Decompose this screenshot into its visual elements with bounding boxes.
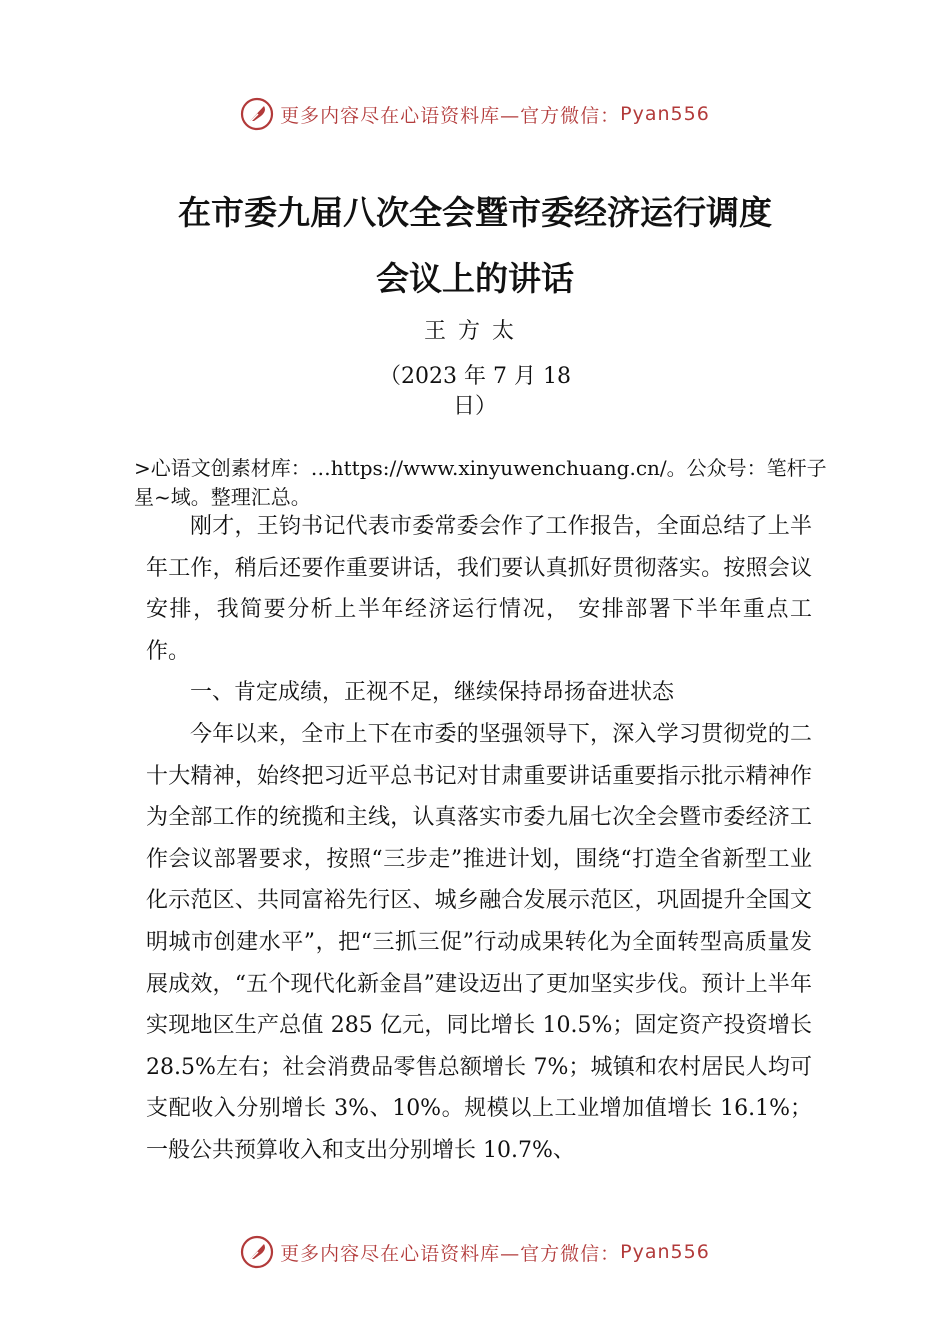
date-line2: 日） [452, 394, 497, 419]
date-line1: （2023 年 7 月 18 [379, 364, 571, 389]
paragraph-intro: 刚才，王钧书记代表市委常委会作了工作报告，全面总结了上半年工作，稍后还要作重要讲话，我们要认真抓好贯彻落实。按照会议安排，我简要分析上半年经济运行情况， 安排部署下半年重点工作。 [146, 514, 812, 664]
document-title-line1: 在市委九届八次全会暨市委经济运行调度 [178, 193, 772, 232]
watermark-banner-bottom [0, 1232, 950, 1272]
watermark-text: 更多内容尽在心语资料库—官方微信： [280, 1242, 621, 1265]
feather-pen-logo-icon [240, 1235, 274, 1269]
watermark-text: 更多内容尽在心语资料库—官方微信： [280, 104, 621, 127]
speech-date [0, 362, 950, 422]
feather-pen-logo-icon [240, 97, 274, 131]
section-heading-1: 一、肯定成绩，正视不足，继续保持昂扬奋进状态 [190, 680, 675, 706]
document-title-line2: 会议上的讲话 [376, 259, 574, 298]
paragraph-achievements: 今年以来，全市上下在市委的坚强领导下，深入学习贯彻党的二十大精神，始终把习近平总书记对甘肃重要讲话重要指示批示精神作为全部工作的统揽和主线，认真落实市委九届七次全会暨市委经济工作会议部署要求，按照“三步走”推进计划，围绕“打造全省新型工业化示范区、共同富裕先行区、城乡融合发展示范区，巩固提升全国文明城市创建水平”，把“三抓三促”行动成果转化为全面转型高质量发展成效，“五个现代化新金昌”建设迈出了更加坚实步伐。预计上半年实现地区生产总值 285 亿元，同比增长 10.5%；固定资产投资增长 28.5%左右；社会消费品零售总额增长 7%；城镇和农村居民人均可支配收入分别增长 3%、10%。规模以上工业增加值增长 16.1%；一般公共预算收入和支出分别增长 10.7%、 [146, 721, 812, 1163]
document-body [146, 506, 812, 1172]
source-note: >心语文创素材库：…https://www.xinyuwenchuang.cn/。公众号：笔杆子星~域。整理汇总。 [134, 456, 827, 509]
author-name: 王方太 [423, 319, 526, 344]
watermark-handle: Pyan556 [620, 103, 710, 125]
watermark-banner-top [0, 94, 950, 134]
watermark-handle: Pyan556 [620, 1241, 710, 1263]
